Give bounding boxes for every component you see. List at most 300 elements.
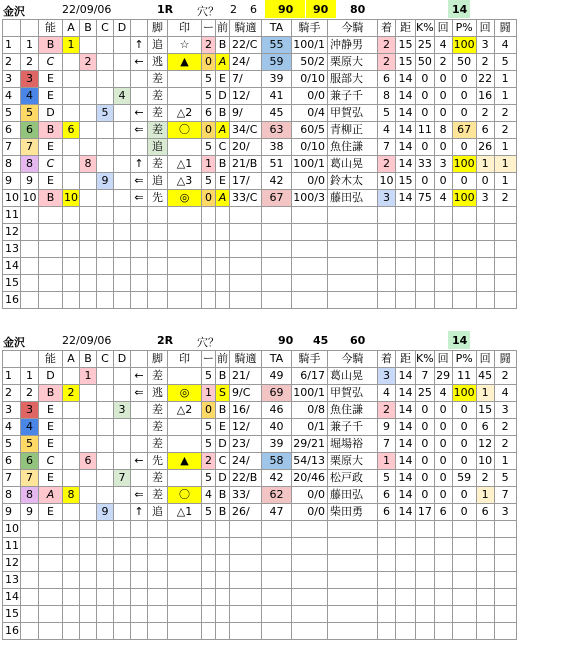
table-cell bbox=[202, 555, 216, 572]
table-cell: 0 bbox=[434, 139, 452, 156]
distance-header: 14 bbox=[452, 3, 468, 16]
table-cell: 0/0 bbox=[292, 88, 328, 105]
column-header: 回 bbox=[434, 20, 452, 37]
date-label: 22/09/06 bbox=[62, 3, 112, 16]
table-cell: 0 bbox=[416, 105, 435, 122]
table-cell bbox=[80, 572, 97, 589]
table-cell: 0 bbox=[476, 173, 494, 190]
column-header: D bbox=[114, 20, 131, 37]
table-cell bbox=[80, 385, 97, 402]
table-cell bbox=[97, 207, 114, 224]
table-cell bbox=[292, 275, 328, 292]
table-cell: 2 bbox=[378, 402, 396, 419]
table-row bbox=[3, 368, 517, 385]
table-cell bbox=[378, 292, 396, 309]
table-cell bbox=[114, 37, 131, 54]
table-cell bbox=[168, 241, 202, 258]
table-cell: 魚住謙 bbox=[328, 139, 378, 156]
table-cell: 0 bbox=[416, 71, 435, 88]
table-cell: 差 bbox=[148, 368, 168, 385]
table-cell bbox=[148, 521, 168, 538]
column-header: 印 bbox=[168, 351, 202, 368]
table-cell: 4 bbox=[378, 385, 396, 402]
table-cell: 栗原大 bbox=[328, 453, 378, 470]
table-cell: 2 bbox=[3, 385, 21, 402]
table-cell bbox=[396, 207, 416, 224]
table-cell bbox=[131, 71, 148, 88]
table-cell: 7 bbox=[21, 470, 39, 487]
table-cell bbox=[114, 572, 131, 589]
table-cell: 差 bbox=[148, 419, 168, 436]
table-cell: ← bbox=[131, 54, 148, 71]
table-cell bbox=[168, 139, 202, 156]
table-cell bbox=[292, 241, 328, 258]
table-cell bbox=[202, 207, 216, 224]
table-cell bbox=[168, 71, 202, 88]
table-cell: 5 bbox=[202, 504, 216, 521]
table-cell: 1 bbox=[494, 88, 516, 105]
table-cell: 0 bbox=[202, 402, 216, 419]
table-cell bbox=[80, 173, 97, 190]
table-cell bbox=[416, 538, 435, 555]
table-cell: 11 bbox=[3, 207, 21, 224]
table-cell bbox=[80, 122, 97, 139]
table-cell bbox=[39, 538, 63, 555]
table-cell: 59 bbox=[262, 54, 292, 71]
table-cell: △1 bbox=[168, 504, 202, 521]
table-cell: ⇐ bbox=[131, 385, 148, 402]
table-cell bbox=[328, 572, 378, 589]
table-cell bbox=[452, 275, 476, 292]
table-cell bbox=[114, 436, 131, 453]
table-cell: 100/3 bbox=[292, 190, 328, 207]
table-cell: 松戸政 bbox=[328, 470, 378, 487]
table-cell: 0/1 bbox=[292, 419, 328, 436]
table-cell bbox=[97, 453, 114, 470]
table-cell bbox=[63, 88, 80, 105]
table-cell bbox=[216, 275, 230, 292]
table-cell: 8 bbox=[80, 156, 97, 173]
table-cell bbox=[39, 224, 63, 241]
table-cell: 100/1 bbox=[292, 37, 328, 54]
table-cell bbox=[476, 538, 494, 555]
table-cell bbox=[21, 207, 39, 224]
table-cell: 5 bbox=[202, 88, 216, 105]
table-cell: 14 bbox=[396, 419, 416, 436]
table-cell bbox=[148, 589, 168, 606]
table-cell: 25 bbox=[416, 37, 435, 54]
table-cell: ◎ bbox=[168, 385, 202, 402]
table-cell bbox=[63, 258, 80, 275]
table-cell bbox=[63, 105, 80, 122]
table-cell bbox=[328, 241, 378, 258]
table-cell bbox=[114, 156, 131, 173]
table-cell bbox=[63, 589, 80, 606]
table-cell: △3 bbox=[168, 173, 202, 190]
table-cell bbox=[328, 623, 378, 640]
table-cell bbox=[97, 190, 114, 207]
column-header: 着 bbox=[378, 20, 396, 37]
table-cell bbox=[292, 521, 328, 538]
table-cell bbox=[452, 623, 476, 640]
table-cell: 14 bbox=[396, 402, 416, 419]
table-cell bbox=[168, 572, 202, 589]
table-cell bbox=[378, 572, 396, 589]
table-cell: E bbox=[39, 504, 63, 521]
table-cell: B bbox=[39, 190, 63, 207]
column-header: 騎手 bbox=[292, 20, 328, 37]
table-cell bbox=[230, 589, 262, 606]
column-header bbox=[21, 351, 39, 368]
table-cell: 4 bbox=[3, 88, 21, 105]
table-cell: 22/B bbox=[230, 470, 262, 487]
table-row bbox=[3, 487, 517, 504]
table-cell bbox=[328, 589, 378, 606]
table-cell: 6 bbox=[378, 71, 396, 88]
table-cell bbox=[39, 589, 63, 606]
table-cell bbox=[292, 623, 328, 640]
table-cell: 栗原大 bbox=[328, 54, 378, 71]
table-cell: 7 bbox=[114, 470, 131, 487]
table-row bbox=[3, 275, 517, 292]
table-cell bbox=[262, 275, 292, 292]
table-cell bbox=[97, 385, 114, 402]
race-number: 1R bbox=[157, 3, 174, 16]
table-cell bbox=[396, 606, 416, 623]
table-cell bbox=[114, 555, 131, 572]
table-cell bbox=[202, 258, 216, 275]
table-cell: 1 bbox=[494, 156, 516, 173]
table-cell bbox=[131, 292, 148, 309]
column-header: 前 bbox=[216, 20, 230, 37]
column-header: 距 bbox=[396, 351, 416, 368]
table-row bbox=[3, 419, 517, 436]
table-cell: 甲賀弘 bbox=[328, 385, 378, 402]
table-cell: 0 bbox=[452, 436, 476, 453]
table-cell bbox=[114, 589, 131, 606]
table-cell: 50/2 bbox=[292, 54, 328, 71]
table-cell: 8 bbox=[21, 156, 39, 173]
table-cell: 33/C bbox=[230, 190, 262, 207]
table-cell bbox=[114, 538, 131, 555]
stat-value-1: 90 bbox=[278, 334, 294, 347]
table-cell: 8 bbox=[3, 487, 21, 504]
table-cell bbox=[63, 436, 80, 453]
table-cell bbox=[80, 521, 97, 538]
table-cell bbox=[452, 258, 476, 275]
table-cell: 5 bbox=[21, 105, 39, 122]
table-cell: 5 bbox=[202, 139, 216, 156]
table-cell bbox=[396, 538, 416, 555]
table-cell: 9 bbox=[3, 173, 21, 190]
table-cell bbox=[434, 258, 452, 275]
table-cell: 3 bbox=[3, 71, 21, 88]
table-cell: B bbox=[39, 122, 63, 139]
table-cell bbox=[131, 402, 148, 419]
table-cell bbox=[378, 555, 396, 572]
table-cell bbox=[63, 521, 80, 538]
table-cell bbox=[97, 54, 114, 71]
table-cell bbox=[396, 623, 416, 640]
table-cell bbox=[262, 207, 292, 224]
table-cell: 10 bbox=[476, 453, 494, 470]
table-cell: 16 bbox=[3, 292, 21, 309]
table-cell: 67 bbox=[262, 190, 292, 207]
table-cell: 2 bbox=[434, 54, 452, 71]
table-cell bbox=[216, 606, 230, 623]
table-cell: ↑ bbox=[131, 156, 148, 173]
table-cell bbox=[114, 173, 131, 190]
table-cell bbox=[97, 88, 114, 105]
table-cell: 14 bbox=[396, 385, 416, 402]
table-cell bbox=[494, 589, 516, 606]
table-cell bbox=[328, 258, 378, 275]
table-cell: 0/0 bbox=[292, 173, 328, 190]
table-cell: ◎ bbox=[168, 190, 202, 207]
table-cell: 差 bbox=[148, 122, 168, 139]
table-cell: 42 bbox=[262, 173, 292, 190]
table-cell bbox=[168, 606, 202, 623]
table-cell: ⇐ bbox=[131, 173, 148, 190]
table-cell bbox=[416, 275, 435, 292]
table-cell: E bbox=[216, 173, 230, 190]
table-cell bbox=[131, 275, 148, 292]
table-cell bbox=[97, 156, 114, 173]
table-cell: 24/ bbox=[230, 54, 262, 71]
table-cell: 12/ bbox=[230, 419, 262, 436]
table-cell bbox=[230, 572, 262, 589]
table-cell: 0 bbox=[416, 453, 435, 470]
table-cell bbox=[63, 402, 80, 419]
table-cell bbox=[378, 606, 396, 623]
table-cell: 1 bbox=[476, 385, 494, 402]
table-cell bbox=[97, 37, 114, 54]
table-cell: 3 bbox=[21, 71, 39, 88]
table-cell bbox=[80, 419, 97, 436]
table-cell: 2 bbox=[3, 54, 21, 71]
table-cell: 0 bbox=[434, 88, 452, 105]
table-cell: ▲ bbox=[168, 54, 202, 71]
table-cell: 0 bbox=[452, 504, 476, 521]
table-cell bbox=[97, 241, 114, 258]
table-cell bbox=[292, 606, 328, 623]
table-row bbox=[3, 292, 517, 309]
table-cell: 11 bbox=[416, 122, 435, 139]
table-cell bbox=[63, 156, 80, 173]
table-cell bbox=[494, 572, 516, 589]
table-cell: 54/13 bbox=[292, 453, 328, 470]
column-header: 印 bbox=[168, 20, 202, 37]
table-cell: E bbox=[216, 419, 230, 436]
table-cell bbox=[216, 623, 230, 640]
table-cell bbox=[80, 37, 97, 54]
table-cell: 14 bbox=[396, 436, 416, 453]
table-cell: 〇 bbox=[168, 487, 202, 504]
table-cell: 兼子千 bbox=[328, 419, 378, 436]
table-cell bbox=[476, 292, 494, 309]
table-cell: 49 bbox=[262, 368, 292, 385]
table-cell: 16 bbox=[3, 623, 21, 640]
table-cell bbox=[63, 538, 80, 555]
table-cell bbox=[97, 292, 114, 309]
table-cell bbox=[378, 538, 396, 555]
table-cell bbox=[168, 258, 202, 275]
column-header: 騎適 bbox=[230, 351, 262, 368]
table-cell: 0/8 bbox=[292, 402, 328, 419]
table-cell: 14 bbox=[396, 122, 416, 139]
table-cell bbox=[168, 521, 202, 538]
table-cell: 6 bbox=[3, 122, 21, 139]
hole-label: 穴？ bbox=[197, 336, 219, 349]
table-cell bbox=[131, 623, 148, 640]
table-cell bbox=[148, 606, 168, 623]
table-cell: 0 bbox=[416, 88, 435, 105]
table-cell: 12/ bbox=[230, 88, 262, 105]
table-cell bbox=[131, 224, 148, 241]
table-cell: 24/ bbox=[230, 453, 262, 470]
table-cell: C bbox=[216, 453, 230, 470]
column-header: A bbox=[63, 20, 80, 37]
table-cell bbox=[21, 275, 39, 292]
table-cell bbox=[216, 572, 230, 589]
table-cell: 20/ bbox=[230, 139, 262, 156]
table-cell bbox=[80, 207, 97, 224]
table-cell bbox=[328, 207, 378, 224]
table-cell: 〇 bbox=[168, 122, 202, 139]
table-cell: 41 bbox=[262, 88, 292, 105]
table-cell bbox=[63, 572, 80, 589]
table-cell bbox=[262, 606, 292, 623]
column-header bbox=[131, 20, 148, 37]
table-cell: 14 bbox=[396, 453, 416, 470]
table-cell: 柴田勇 bbox=[328, 504, 378, 521]
table-cell bbox=[63, 139, 80, 156]
table-cell: 3 bbox=[378, 368, 396, 385]
table-cell bbox=[378, 207, 396, 224]
hole-value-2: 6 bbox=[250, 3, 257, 16]
table-cell: 5 bbox=[3, 105, 21, 122]
table-cell: 0 bbox=[452, 402, 476, 419]
table-cell: 14 bbox=[396, 71, 416, 88]
table-cell: 6 bbox=[202, 105, 216, 122]
table-cell: 3 bbox=[3, 402, 21, 419]
table-cell: 0 bbox=[416, 402, 435, 419]
table-cell: ☆ bbox=[168, 37, 202, 54]
table-cell: B bbox=[216, 368, 230, 385]
table-cell bbox=[131, 241, 148, 258]
table-cell: E bbox=[39, 402, 63, 419]
table-cell: 21/B bbox=[230, 156, 262, 173]
table-cell: 6/17 bbox=[292, 368, 328, 385]
table-cell: 3 bbox=[434, 156, 452, 173]
table-cell: 14 bbox=[396, 190, 416, 207]
table-cell bbox=[378, 623, 396, 640]
table-cell bbox=[21, 589, 39, 606]
table-cell: 63 bbox=[262, 122, 292, 139]
table-cell: 葛山晃 bbox=[328, 156, 378, 173]
table-cell bbox=[378, 241, 396, 258]
table-cell: 0 bbox=[416, 419, 435, 436]
table-cell: 藤田弘 bbox=[328, 487, 378, 504]
table-cell bbox=[494, 224, 516, 241]
column-header: 回 bbox=[476, 351, 494, 368]
table-cell: B bbox=[216, 105, 230, 122]
table-cell bbox=[114, 292, 131, 309]
table-cell bbox=[63, 368, 80, 385]
table-cell bbox=[63, 71, 80, 88]
table-cell bbox=[378, 224, 396, 241]
table-cell bbox=[114, 368, 131, 385]
table-cell: B bbox=[216, 402, 230, 419]
column-header bbox=[3, 351, 21, 368]
table-cell bbox=[168, 207, 202, 224]
table-cell: 2 bbox=[494, 122, 516, 139]
table-cell bbox=[202, 606, 216, 623]
stat-value-2: 45 bbox=[313, 334, 329, 347]
table-row bbox=[3, 555, 517, 572]
table-cell bbox=[80, 88, 97, 105]
table-row bbox=[3, 623, 517, 640]
column-header: 能 bbox=[39, 351, 63, 368]
table-cell bbox=[202, 538, 216, 555]
table-cell bbox=[80, 487, 97, 504]
table-cell: 11 bbox=[452, 368, 476, 385]
table-cell bbox=[114, 105, 131, 122]
table-cell bbox=[39, 521, 63, 538]
table-cell bbox=[494, 258, 516, 275]
table-cell: 追 bbox=[148, 173, 168, 190]
table-cell bbox=[97, 623, 114, 640]
column-header: K% bbox=[416, 351, 435, 368]
table-cell bbox=[114, 139, 131, 156]
table-cell bbox=[452, 241, 476, 258]
column-header: C bbox=[97, 351, 114, 368]
table-cell: 11 bbox=[3, 538, 21, 555]
table-cell: 6 bbox=[378, 487, 396, 504]
table-cell bbox=[476, 555, 494, 572]
table-cell: 0/10 bbox=[292, 71, 328, 88]
table-cell bbox=[97, 71, 114, 88]
table-cell bbox=[292, 292, 328, 309]
table-cell: 100/1 bbox=[292, 156, 328, 173]
table-cell: 4 bbox=[114, 88, 131, 105]
table-cell: 0 bbox=[452, 453, 476, 470]
table-cell bbox=[434, 521, 452, 538]
table-cell bbox=[216, 292, 230, 309]
table-cell: 23/ bbox=[230, 436, 262, 453]
stat-value-2: 90 bbox=[313, 3, 329, 16]
table-cell bbox=[396, 241, 416, 258]
table-cell bbox=[80, 623, 97, 640]
table-cell: 100 bbox=[452, 190, 476, 207]
table-row bbox=[3, 470, 517, 487]
table-cell: 33/ bbox=[230, 487, 262, 504]
table-cell bbox=[434, 275, 452, 292]
table-cell bbox=[114, 504, 131, 521]
table-cell: 0 bbox=[416, 436, 435, 453]
table-cell bbox=[476, 224, 494, 241]
table-cell: 追 bbox=[148, 504, 168, 521]
table-cell bbox=[328, 555, 378, 572]
table-cell bbox=[168, 368, 202, 385]
table-cell bbox=[216, 521, 230, 538]
table-cell: 3 bbox=[21, 402, 39, 419]
table-row bbox=[3, 122, 517, 139]
table-cell: 20/46 bbox=[292, 470, 328, 487]
table-cell: 2 bbox=[202, 37, 216, 54]
table-cell: 藤田弘 bbox=[328, 190, 378, 207]
table-cell: 10 bbox=[3, 521, 21, 538]
